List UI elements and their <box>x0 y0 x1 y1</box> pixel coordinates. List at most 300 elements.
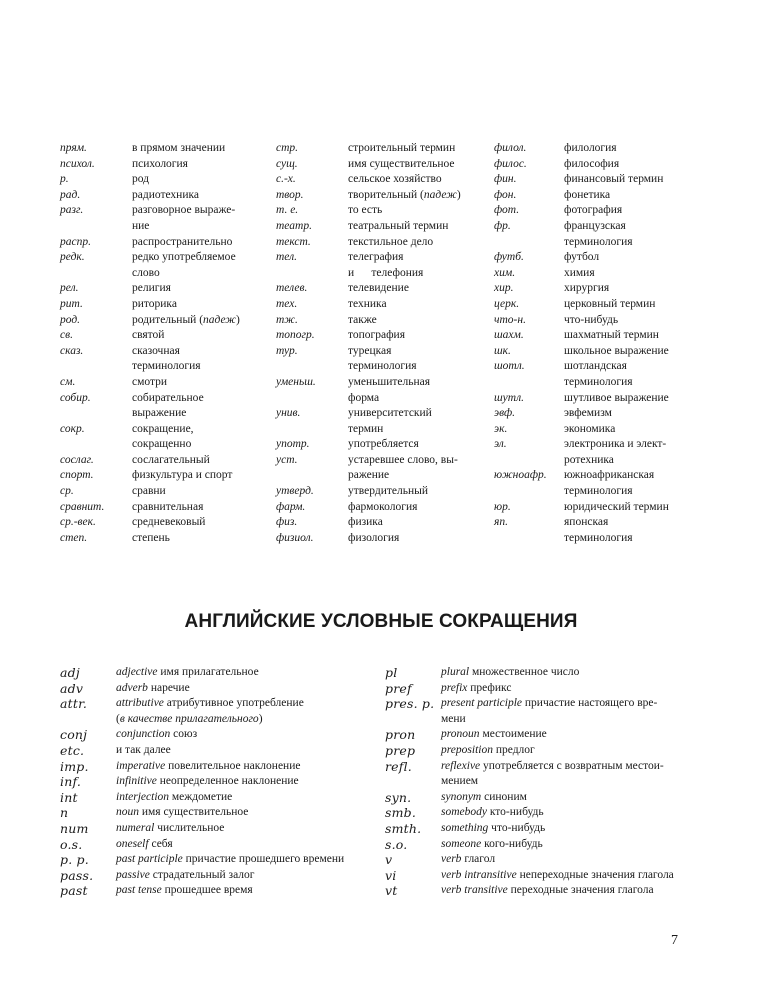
english-abbreviations-column-1 <box>60 665 344 899</box>
abbreviation-row <box>276 141 461 157</box>
definition: устаревшее слово, вы- <box>348 453 458 466</box>
abbreviation-row <box>60 281 240 297</box>
definition <box>116 681 190 697</box>
definition <box>116 665 259 681</box>
english-term: pronoun <box>441 728 480 741</box>
english-term: preposition <box>441 743 493 756</box>
definition: университетский <box>348 407 432 420</box>
abbreviation <box>60 712 116 728</box>
english-term: someone <box>441 837 482 850</box>
abbreviation: o.s. <box>60 836 83 852</box>
definition <box>116 774 299 790</box>
definition <box>116 790 232 806</box>
definition: что-нибудь <box>564 313 619 326</box>
abbreviation <box>494 531 564 547</box>
abbreviation-row <box>60 437 240 453</box>
abbreviation-row <box>60 484 240 500</box>
abbreviation: прям. <box>60 142 87 154</box>
russian-translation: междометие <box>169 790 233 803</box>
definition <box>116 743 171 759</box>
abbreviation-row <box>276 406 461 422</box>
russian-translation: переходные значения глагола <box>507 884 654 897</box>
definition: родительный (падеж) <box>132 313 240 326</box>
abbreviation-row <box>60 250 240 266</box>
abbreviation-row <box>60 743 344 759</box>
definition: выражение <box>132 407 187 420</box>
abbreviation-row <box>60 266 240 282</box>
definition: риторика <box>132 297 177 310</box>
russian-translation: числительное <box>154 821 225 834</box>
english-term: attributive <box>116 697 164 710</box>
abbreviation-row <box>494 297 669 313</box>
definition: радиотехника <box>132 188 200 201</box>
definition <box>441 712 466 728</box>
abbreviation-row <box>494 157 669 173</box>
english-term: verb intransitive <box>441 868 517 881</box>
abbreviation-row <box>60 157 240 173</box>
abbreviation-row <box>494 235 669 251</box>
abbreviation-row <box>385 743 674 759</box>
abbreviation: refl. <box>385 758 412 774</box>
definition: слово <box>132 266 160 279</box>
abbreviation <box>494 484 564 500</box>
definition: сравнительная <box>132 500 204 513</box>
definition: южноафриканская <box>564 469 655 482</box>
russian-translation: и так далее <box>116 743 171 756</box>
abbreviation-row <box>276 281 461 297</box>
abbreviation: стр. <box>276 142 299 154</box>
abbreviation-row <box>494 453 669 469</box>
definition <box>441 774 478 790</box>
abbreviation: юр. <box>494 500 511 513</box>
abbreviation: яп. <box>494 516 508 529</box>
definition: сокращенно <box>132 438 192 451</box>
abbreviation-row <box>385 790 674 806</box>
abbreviation: фарм. <box>276 500 306 513</box>
russian-translation: употребляется с возвратным местои- <box>480 759 664 772</box>
abbreviation-row <box>276 500 461 516</box>
abbreviation: n <box>60 805 69 821</box>
abbreviation: attr. <box>60 696 88 712</box>
abbreviation <box>494 375 564 391</box>
definition: физология <box>348 531 400 544</box>
definition: химия <box>564 266 595 279</box>
definition: средневековый <box>132 516 206 529</box>
russian-translation: префикс <box>467 681 512 694</box>
definition: электроника и элект- <box>564 438 667 451</box>
russian-translation: множественное число <box>469 666 580 678</box>
abbreviation-row <box>60 805 344 821</box>
abbreviation: pron <box>385 727 416 743</box>
abbreviation: etc. <box>60 742 85 758</box>
definition: уменьшительная <box>348 375 431 388</box>
abbreviation-row <box>494 172 669 188</box>
definition: ротехника <box>564 453 614 466</box>
definition: также <box>348 313 377 326</box>
definition: хирургия <box>564 282 610 295</box>
definition <box>116 727 197 743</box>
abbreviation-row <box>385 837 674 853</box>
definition: терминология <box>564 235 633 248</box>
abbreviation: эл. <box>494 438 507 451</box>
definition <box>441 805 544 821</box>
section-title: АНГЛИЙСКИЕ УСЛОВНЫЕ СОКРАЩЕНИЯ <box>184 611 578 632</box>
russian-translation: мени <box>441 712 466 725</box>
russian-translation: кого-нибудь <box>481 837 543 850</box>
definition: в прямом значении <box>132 142 226 154</box>
abbreviation-row <box>60 297 240 313</box>
abbreviation: физ. <box>276 516 298 529</box>
abbreviation-row <box>60 500 240 516</box>
abbreviation: pres. p. <box>385 696 435 712</box>
abbreviation: спорт. <box>60 469 94 482</box>
abbreviation <box>494 235 564 251</box>
abbreviation: фот. <box>494 204 520 217</box>
abbreviation-row <box>494 359 669 375</box>
abbreviation-row <box>494 375 669 391</box>
abbreviation-row <box>60 313 240 329</box>
english-term: conjunction <box>116 728 171 741</box>
abbreviation: vi <box>385 867 397 883</box>
abbreviation-row <box>60 681 344 697</box>
abbreviation: smth. <box>385 820 422 836</box>
abbreviation: сущ. <box>276 157 298 170</box>
definition: степень <box>132 531 170 544</box>
definition: фотография <box>564 204 623 217</box>
definition: терминология <box>348 360 417 373</box>
abbreviation: филол. <box>494 142 527 154</box>
abbreviation: prep <box>385 742 416 758</box>
english-term: prefix <box>441 681 468 694</box>
russian-translation: причастие настоящего вре- <box>522 697 658 710</box>
russian-translation: что-нибудь <box>488 821 546 834</box>
definition: терминология <box>564 531 633 544</box>
abbreviation: филос. <box>494 157 527 170</box>
russian-translation: имя прилагательное <box>157 666 259 678</box>
abbreviation-row <box>60 712 344 728</box>
definition <box>441 852 495 868</box>
definition <box>441 821 545 837</box>
abbreviation-row <box>385 712 674 728</box>
russian-abbreviations-column-1 <box>60 141 240 546</box>
abbreviation-row <box>494 437 669 453</box>
definition <box>441 681 511 697</box>
russian-translation: наречие <box>147 681 190 694</box>
abbreviation-row <box>494 219 669 235</box>
abbreviation: распр. <box>60 235 91 248</box>
abbreviation-row <box>385 774 674 790</box>
russian-abbreviations-column-3 <box>494 141 669 546</box>
abbreviation-row <box>494 406 669 422</box>
definition: топография <box>348 329 405 342</box>
english-term: plural <box>441 666 470 678</box>
russian-translation: мением <box>441 775 479 788</box>
definition: филология <box>564 142 617 154</box>
abbreviation: s.o. <box>385 836 408 852</box>
abbreviation: inf. <box>60 774 82 790</box>
abbreviation-row <box>276 203 461 219</box>
definition: сослагательный <box>132 453 210 466</box>
abbreviation <box>60 437 132 453</box>
abbreviation-row <box>60 453 240 469</box>
definition: экономика <box>564 422 616 435</box>
definition <box>441 868 674 884</box>
definition: род <box>132 173 150 186</box>
abbreviation-row <box>276 391 461 407</box>
abbreviation-row <box>60 821 344 837</box>
definition: то есть <box>348 204 383 217</box>
abbreviation: шутл. <box>494 391 524 404</box>
abbreviation-row <box>494 266 669 282</box>
abbreviation <box>60 266 132 282</box>
abbreviation-row <box>60 883 344 899</box>
english-term: synonym <box>441 790 482 803</box>
abbreviation-row <box>276 359 461 375</box>
english-term: infinitive <box>116 775 157 788</box>
russian-translation: страдательный залог <box>149 868 255 881</box>
abbreviation <box>276 391 348 407</box>
definition: техника <box>348 297 387 310</box>
english-term: oneself <box>116 837 149 850</box>
definition: редко употребляемое <box>132 251 236 264</box>
russian-abbreviations-column-2 <box>276 141 461 546</box>
english-term: passive <box>116 868 150 881</box>
definition: религия <box>132 282 171 295</box>
abbreviation: рад. <box>60 188 81 201</box>
abbreviation: pl <box>385 665 398 680</box>
abbreviation: см. <box>60 375 76 388</box>
definition: терминология <box>564 375 633 388</box>
abbreviation-row <box>60 344 240 360</box>
abbreviation-row <box>60 375 240 391</box>
abbreviation: smb. <box>385 805 417 821</box>
abbreviation: conj <box>60 727 88 743</box>
abbreviation: pass. <box>60 867 94 883</box>
abbreviation: тех. <box>276 297 298 310</box>
abbreviation <box>494 453 564 469</box>
abbreviation: сказ. <box>60 344 84 357</box>
definition: терминология <box>132 360 201 373</box>
abbreviation <box>60 406 132 422</box>
definition <box>441 837 543 853</box>
abbreviation: int <box>60 789 78 805</box>
abbreviation-row <box>276 328 461 344</box>
abbreviation-row <box>494 250 669 266</box>
abbreviation: syn. <box>385 789 412 805</box>
abbreviation: разг. <box>60 204 84 217</box>
page-number: 7 <box>671 933 678 948</box>
definition <box>116 759 300 775</box>
abbreviation-row <box>276 453 461 469</box>
abbreviation-row <box>60 235 240 251</box>
definition <box>441 743 535 759</box>
english-term: imperative <box>116 759 166 772</box>
abbreviation-row <box>494 188 669 204</box>
english-term: something <box>441 821 489 834</box>
russian-translation: синоним <box>481 790 527 803</box>
abbreviation-row <box>276 297 461 313</box>
definition: сравни <box>132 485 166 498</box>
abbreviation-row <box>276 157 461 173</box>
russian-translation: кто-нибудь <box>487 806 544 819</box>
abbreviation-row <box>60 759 344 775</box>
definition: утвердительный <box>348 485 428 498</box>
definition: физика <box>348 516 383 529</box>
abbreviation-row <box>276 515 461 531</box>
english-term: somebody <box>441 806 487 819</box>
abbreviation-row <box>276 313 461 329</box>
definition <box>441 759 664 775</box>
definition: физкультура и спорт <box>132 469 233 482</box>
abbreviation: сослаг. <box>60 453 94 466</box>
russian-translation: повелительное наклонение <box>165 759 301 772</box>
abbreviation-row <box>60 727 344 743</box>
definition: турецкая <box>348 344 392 357</box>
russian-translation: причастие прошедшего времени <box>182 853 345 866</box>
english-term: adjective <box>116 666 158 678</box>
abbreviation-row <box>60 868 344 884</box>
abbreviation: pref <box>385 680 412 696</box>
abbreviation-row <box>60 790 344 806</box>
abbreviation-row <box>385 805 674 821</box>
abbreviation-row <box>276 437 461 453</box>
english-term: verb transitive <box>441 884 508 897</box>
abbreviation: эвф. <box>494 407 516 420</box>
abbreviation-row <box>60 359 240 375</box>
definition: терминология <box>564 485 633 498</box>
abbreviation: с.-х. <box>276 173 296 186</box>
abbreviation-row <box>276 375 461 391</box>
definition <box>116 883 253 899</box>
abbreviation: физиол. <box>276 531 314 544</box>
abbreviation: p. p. <box>60 852 89 868</box>
abbreviation-row <box>385 665 674 681</box>
abbreviation: футб. <box>494 251 524 264</box>
definition <box>116 821 224 837</box>
abbreviation: род. <box>60 313 81 326</box>
abbreviation: уменьш. <box>276 375 316 388</box>
definition <box>116 805 248 821</box>
abbreviation-row <box>60 515 240 531</box>
abbreviation: imp. <box>60 758 89 774</box>
abbreviation: уст. <box>276 453 298 466</box>
definition: театральный термин <box>348 219 449 232</box>
definition: сельское хозяйство <box>348 173 442 186</box>
abbreviation: adj <box>60 665 80 680</box>
abbreviation: num <box>60 820 89 836</box>
abbreviation-row <box>276 219 461 235</box>
abbreviation: хим. <box>494 266 516 279</box>
abbreviation-row <box>60 696 344 712</box>
abbreviation-row <box>385 727 674 743</box>
russian-translation: местоимение <box>479 728 547 741</box>
definition: фонетика <box>564 188 611 201</box>
abbreviation <box>276 359 348 375</box>
definition: телевидение <box>348 282 409 295</box>
russian-translation: имя существительное <box>139 806 249 819</box>
definition: шутливое выражение <box>564 391 669 404</box>
definition <box>116 712 263 728</box>
abbreviation-row <box>60 172 240 188</box>
definition <box>116 837 173 853</box>
abbreviation: ср. <box>60 485 74 498</box>
abbreviation: тж. <box>276 313 298 326</box>
abbreviation <box>276 468 348 484</box>
abbreviation <box>276 266 348 282</box>
definition: ражение <box>348 469 390 482</box>
abbreviation: past <box>60 883 88 899</box>
russian-translation: неопределенное наклонение <box>156 775 299 788</box>
abbreviation: унив. <box>276 407 301 420</box>
abbreviation: ср.-век. <box>60 516 96 529</box>
definition <box>116 852 344 868</box>
english-term: adverb <box>116 681 148 694</box>
abbreviation: фр. <box>494 219 511 232</box>
english-term: interjection <box>116 790 170 803</box>
russian-translation: (в качестве прилагательного) <box>116 712 263 725</box>
definition <box>441 883 654 899</box>
abbreviation-row <box>60 203 240 219</box>
definition: имя существительное <box>348 157 455 170</box>
abbreviation-row <box>276 250 461 266</box>
abbreviation <box>385 712 441 728</box>
abbreviation-row <box>494 328 669 344</box>
definition: сказочная <box>132 344 180 357</box>
abbreviation-row <box>60 774 344 790</box>
definition: термин <box>348 422 384 435</box>
english-term: present participle <box>441 697 523 710</box>
abbreviation: v <box>385 852 393 868</box>
abbreviation-row <box>494 531 669 547</box>
abbreviation: что-н. <box>494 313 526 326</box>
russian-translation: глагол <box>461 853 496 866</box>
definition: юридический термин <box>564 500 669 513</box>
definition: французская <box>564 219 626 232</box>
definition: футбол <box>564 251 600 264</box>
abbreviation-row <box>494 344 669 360</box>
abbreviation: р. <box>60 173 69 186</box>
definition: творительный (падеж) <box>348 188 461 201</box>
abbreviation: степ. <box>60 531 88 544</box>
abbreviation: южноафр. <box>494 469 547 482</box>
abbreviation-row <box>494 468 669 484</box>
abbreviation: собир. <box>60 391 91 404</box>
abbreviation-row <box>385 883 674 899</box>
abbreviation: редк. <box>60 251 85 264</box>
abbreviation-row <box>494 422 669 438</box>
abbreviation-row <box>60 852 344 868</box>
abbreviation-row <box>60 531 240 547</box>
abbreviation-row <box>60 391 240 407</box>
english-term: reflexive <box>441 759 481 772</box>
abbreviation-row <box>276 484 461 500</box>
abbreviation: шотл. <box>494 360 525 373</box>
abbreviation: топогр. <box>276 329 315 342</box>
abbreviation-row <box>60 468 240 484</box>
abbreviation-row <box>385 681 674 697</box>
abbreviation-row <box>494 500 669 516</box>
definition: строительный термин <box>348 142 456 154</box>
abbreviation: текст. <box>276 235 311 248</box>
abbreviation-row <box>60 219 240 235</box>
definition <box>116 696 304 712</box>
abbreviation-row <box>276 188 461 204</box>
definition: собирательное <box>132 391 204 404</box>
russian-translation: прошедшее время <box>161 884 253 897</box>
abbreviation-row <box>494 313 669 329</box>
abbreviation: vt <box>385 883 398 899</box>
definition: ние <box>132 219 150 232</box>
